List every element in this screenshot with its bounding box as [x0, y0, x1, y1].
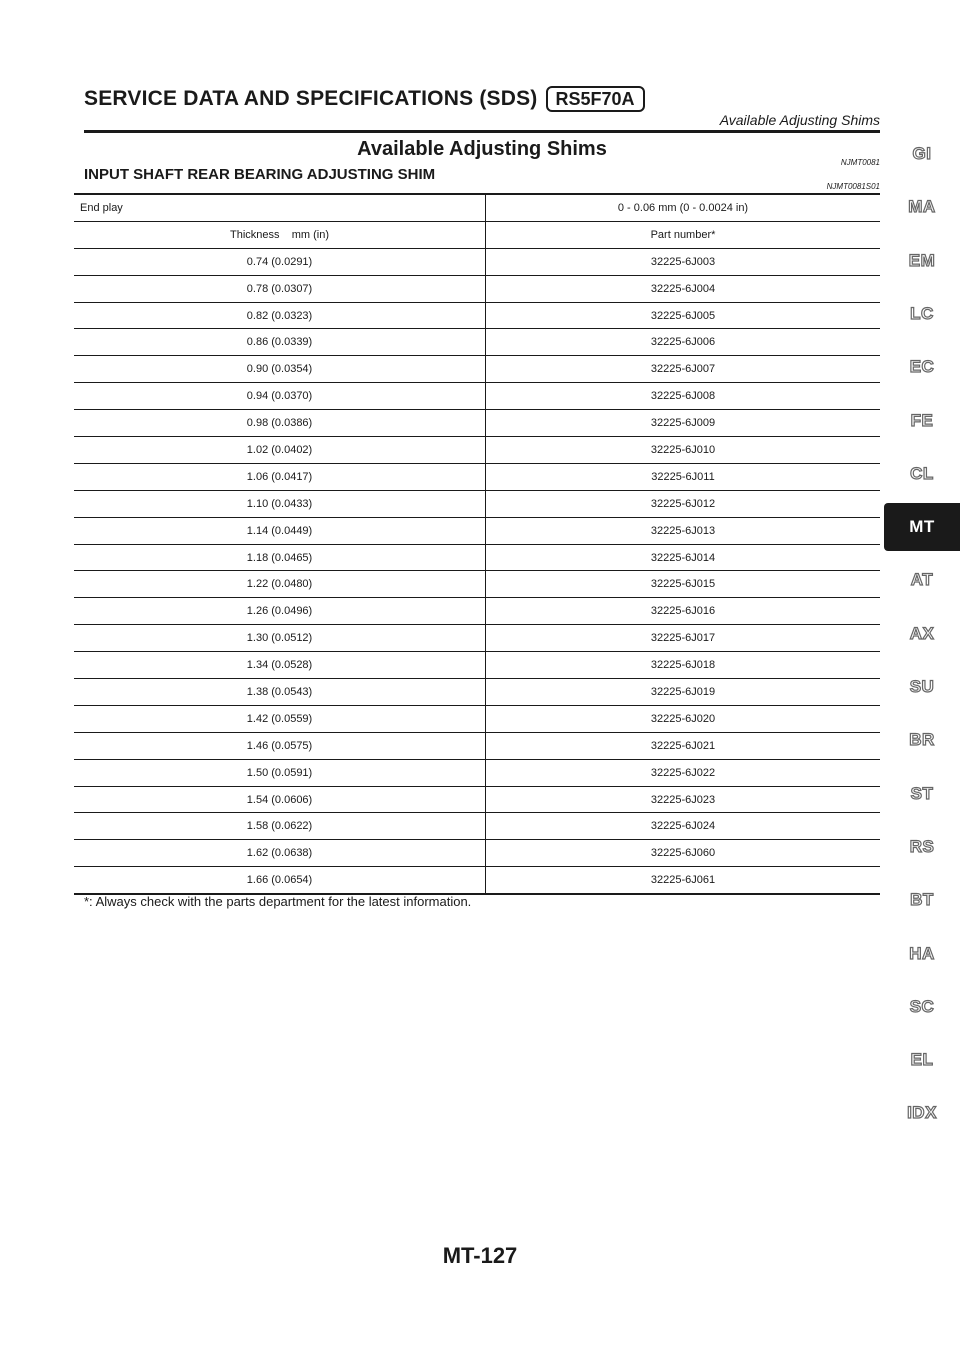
- thickness-cell: 1.18 (0.0465): [74, 544, 486, 571]
- table-row: [74, 275, 880, 302]
- table-row: [74, 679, 880, 706]
- table-row: [74, 302, 880, 329]
- part-number-cell: 32225-6J021: [486, 732, 881, 759]
- tab-lc[interactable]: LC: [910, 303, 934, 323]
- part-number-cell: 32225-6J061: [486, 867, 881, 894]
- tab-br[interactable]: BR: [909, 730, 935, 750]
- part-number-cell: 32225-6J017: [486, 625, 881, 652]
- shim-table-body: [74, 194, 880, 894]
- tab-mt[interactable]: MT: [884, 503, 960, 551]
- part-number-cell: 32225-6J009: [486, 410, 881, 437]
- part-number-header: Part number*: [486, 221, 881, 248]
- tab-at[interactable]: AT: [910, 570, 934, 590]
- part-number-cell: 32225-6J003: [486, 248, 881, 275]
- table-row: [74, 625, 880, 652]
- table-row: [74, 759, 880, 786]
- thickness-cell: 1.42 (0.0559): [74, 705, 486, 732]
- thickness-cell: 1.22 (0.0480): [74, 571, 486, 598]
- tab-ha[interactable]: HA: [909, 943, 935, 963]
- part-number-cell: 32225-6J015: [486, 571, 881, 598]
- part-number-cell: 32225-6J020: [486, 705, 881, 732]
- part-number-cell: 32225-6J018: [486, 652, 881, 679]
- part-number-cell: 32225-6J019: [486, 679, 881, 706]
- tab-st[interactable]: ST: [910, 783, 934, 803]
- part-number-cell: 32225-6J004: [486, 275, 881, 302]
- shim-table: [74, 193, 880, 895]
- thickness-cell: 0.82 (0.0323): [74, 302, 486, 329]
- end-play-value: 0 - 0.06 mm (0 - 0.0024 in): [486, 194, 881, 221]
- part-number-cell: 32225-6J008: [486, 383, 881, 410]
- thickness-cell: 1.34 (0.0528): [74, 652, 486, 679]
- thickness-cell: 1.46 (0.0575): [74, 732, 486, 759]
- part-number-cell: 32225-6J010: [486, 437, 881, 464]
- section-title: Available Adjusting Shims: [357, 138, 607, 160]
- end-play-label: End play: [74, 194, 486, 221]
- header-rule: [84, 130, 880, 133]
- table-row: [74, 410, 880, 437]
- thickness-cell: 0.90 (0.0354): [74, 356, 486, 383]
- part-number-cell: 32225-6J007: [486, 356, 881, 383]
- thickness-cell: 1.54 (0.0606): [74, 786, 486, 813]
- part-number-cell: 32225-6J014: [486, 544, 881, 571]
- tab-sc[interactable]: SC: [909, 996, 935, 1016]
- thickness-cell: 1.62 (0.0638): [74, 840, 486, 867]
- table-row: [74, 571, 880, 598]
- header-line: [84, 86, 880, 112]
- thickness-cell: 1.66 (0.0654): [74, 867, 486, 894]
- part-number-cell: 32225-6J011: [486, 463, 881, 490]
- footnote: *: Always check with the parts department for the latest information.: [84, 894, 472, 909]
- part-number-cell: 32225-6J016: [486, 598, 881, 625]
- table-row: [74, 248, 880, 275]
- table-row: [74, 652, 880, 679]
- thickness-cell: 1.26 (0.0496): [74, 598, 486, 625]
- part-number-cell: 32225-6J022: [486, 759, 881, 786]
- thickness-cell: 1.50 (0.0591): [74, 759, 486, 786]
- section-tabs: [884, 0, 960, 1358]
- thickness-cell: 1.58 (0.0622): [74, 813, 486, 840]
- end-play-row: [74, 194, 880, 221]
- thickness-cell: 1.10 (0.0433): [74, 490, 486, 517]
- subsection-code: NJMT0081S01: [826, 182, 880, 191]
- tab-fe[interactable]: FE: [910, 410, 934, 430]
- part-number-cell: 32225-6J005: [486, 302, 881, 329]
- part-number-cell: 32225-6J013: [486, 517, 881, 544]
- tab-rs[interactable]: RS: [909, 836, 935, 856]
- thickness-cell: 0.94 (0.0370): [74, 383, 486, 410]
- tab-cl[interactable]: CL: [910, 463, 934, 483]
- table-row: [74, 437, 880, 464]
- table-row: [74, 598, 880, 625]
- table-row: [74, 329, 880, 356]
- table-row: [74, 786, 880, 813]
- model-badge: RS5F70A: [546, 86, 645, 112]
- thickness-cell: 1.38 (0.0543): [74, 679, 486, 706]
- table-header-row: [74, 221, 880, 248]
- table-row: [74, 840, 880, 867]
- thickness-cell: 0.78 (0.0307): [74, 275, 486, 302]
- table-row: [74, 517, 880, 544]
- header-title: SERVICE DATA AND SPECIFICATIONS (SDS): [84, 87, 538, 110]
- part-number-cell: 32225-6J006: [486, 329, 881, 356]
- section-code: NJMT0081: [840, 158, 880, 167]
- table-row: [74, 544, 880, 571]
- tab-idx[interactable]: IDX: [907, 1103, 937, 1123]
- thickness-cell: 1.02 (0.0402): [74, 437, 486, 464]
- tab-el[interactable]: EL: [910, 1050, 934, 1070]
- table-row: [74, 463, 880, 490]
- tab-su[interactable]: SU: [909, 677, 935, 696]
- header-subtitle: Available Adjusting Shims: [719, 112, 880, 128]
- table-row: [74, 490, 880, 517]
- tab-ma[interactable]: MA: [908, 197, 936, 217]
- tab-ec[interactable]: EC: [909, 357, 935, 377]
- thickness-cell: 1.14 (0.0449): [74, 517, 486, 544]
- part-number-cell: 32225-6J012: [486, 490, 881, 517]
- table-row: [74, 813, 880, 840]
- thickness-cell: 1.30 (0.0512): [74, 625, 486, 652]
- table-row: [74, 732, 880, 759]
- thickness-cell: 0.74 (0.0291): [74, 248, 486, 275]
- thickness-header: Thickness mm (in): [74, 221, 486, 248]
- table-row: [74, 867, 880, 894]
- thickness-cell: 1.06 (0.0417): [74, 463, 486, 490]
- tab-gi[interactable]: GI: [912, 144, 932, 163]
- tab-em[interactable]: EM: [908, 250, 936, 270]
- table-row: [74, 383, 880, 410]
- tab-ax[interactable]: AX: [909, 623, 935, 643]
- page-number: MT-127: [442, 1243, 518, 1268]
- table-row: [74, 356, 880, 383]
- tab-bt[interactable]: BT: [910, 890, 934, 910]
- part-number-cell: 32225-6J060: [486, 840, 881, 867]
- part-number-cell: 32225-6J023: [486, 786, 881, 813]
- part-number-cell: 32225-6J024: [486, 813, 881, 840]
- page-header: [84, 86, 880, 128]
- table-row: [74, 705, 880, 732]
- thickness-cell: 0.86 (0.0339): [74, 329, 486, 356]
- subsection-title: INPUT SHAFT REAR BEARING ADJUSTING SHIM: [84, 166, 436, 183]
- thickness-cell: 0.98 (0.0386): [74, 410, 486, 437]
